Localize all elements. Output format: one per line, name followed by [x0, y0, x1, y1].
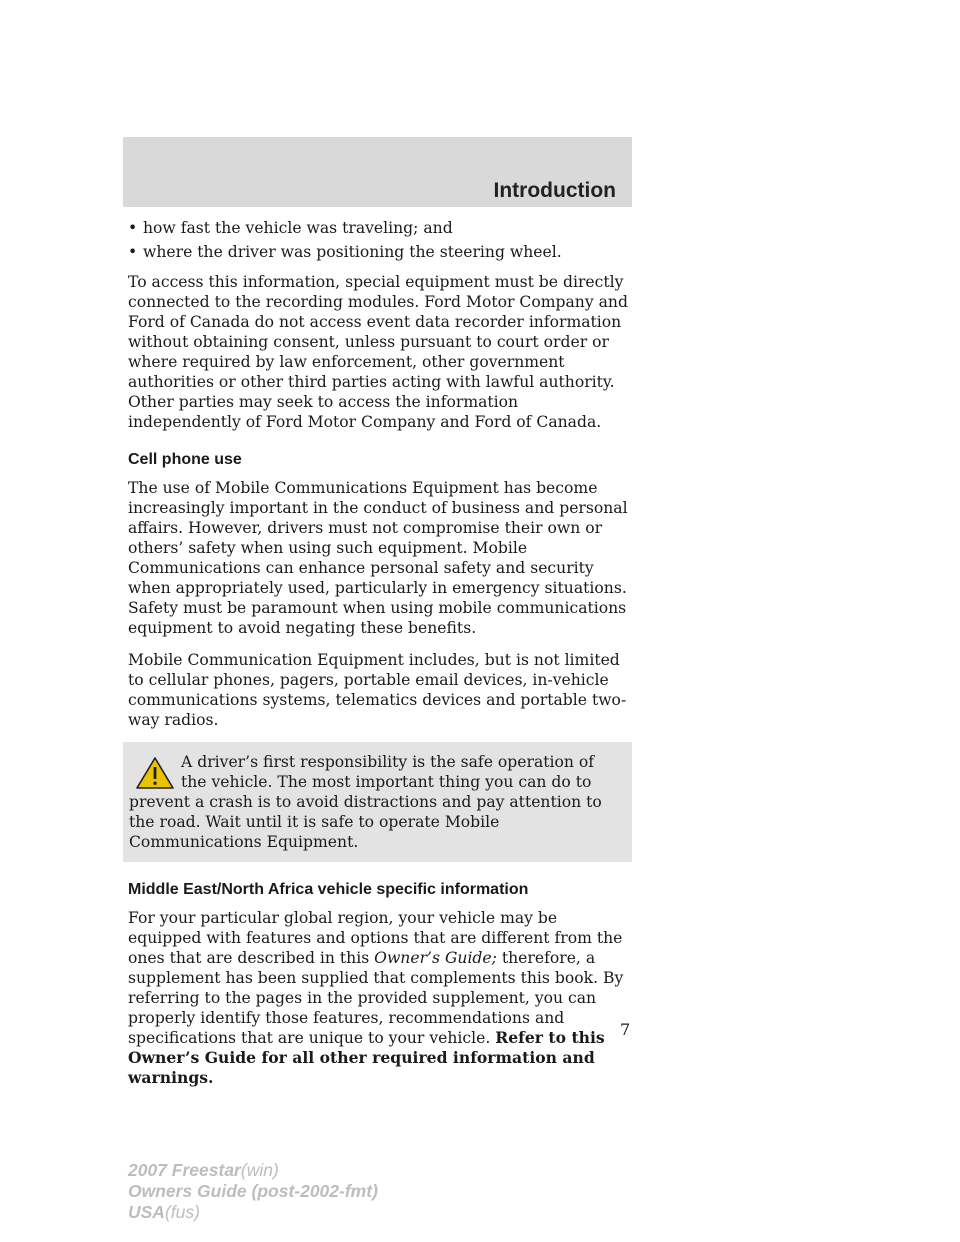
owners-guide-italic: Owner’s Guide; — [374, 949, 497, 967]
middle-east-text-start: For your particular global region, your vehicle may be equipped with features and options that are different from the ones that are described in this — [128, 909, 623, 967]
bullet-text: where the driver was positioning the steering wheel. — [143, 243, 562, 261]
footer-market-code: (fus) — [164, 1202, 200, 1222]
list-item — [128, 218, 632, 238]
middle-east-heading: Middle East/North Africa vehicle specific information — [128, 881, 529, 898]
bullet-icon: • — [128, 243, 138, 261]
cell-phone-paragraph-1: The use of Mobile Communications Equipment has become increasingly important in the conduct of business and personal affairs. However, drivers must not compromise their own or others’ safety when using such equipment. Mobile Communications can enhance personal safety and security when appropriately used, particularly in emergency situations. Safety must be paramount when using mobile communications equipment to avoid negating these benefits. — [128, 479, 628, 637]
footer-market: USA — [128, 1202, 165, 1222]
section-header-band — [123, 137, 632, 207]
list-item — [128, 242, 632, 262]
cell-phone-heading: Cell phone use — [128, 451, 242, 468]
warning-box — [123, 742, 632, 862]
section-title: Introduction — [493, 179, 616, 202]
footer-model: 2007 Freestar — [128, 1160, 241, 1180]
bullet-icon: • — [128, 219, 138, 237]
cell-phone-paragraph-2: Mobile Communication Equipment includes, but is not limited to cellular phones, pagers, portable email devices, in-vehicle communications systems, telematics devices and portable two-way radios. — [128, 651, 627, 729]
page-number: 7 — [620, 1020, 631, 1039]
footer-model-code: (win) — [240, 1160, 279, 1180]
middle-east-bold-note: Refer to this Owner’s Guide for all other required information and warnings. — [128, 1028, 605, 1087]
middle-east-paragraph — [128, 908, 632, 1088]
footer-guide-format: Owners Guide (post-2002-fmt) — [128, 1181, 378, 1201]
warning-text: A driver’s first responsibility is the safe operation of the vehicle. The most important thing you can do to prevent a crash is to avoid distractions and pay attention to the road. Wait until it is safe to operate Mobile Communications Equipment. — [129, 753, 602, 851]
middle-east-text-middle: therefore, a supplement has been supplied that complements this book. By referring to the pages in the provided supplement, you can properly identify those features, recommendations and specifications that are unique to your vehicle. — [128, 949, 624, 1047]
access-paragraph: To access this information, special equipment must be directly connected to the recording modules. Ford Motor Company and Ford of Canada do not access event data recorder information without obtaining consent, unless pursuant to court order or where required by law enforcement, other government authorities or other third parties acting with lawful authority. Other parties may seek to access the information independently of Ford Motor Company and Ford of Canada. — [128, 273, 628, 431]
bullet-text: how fast the vehicle was traveling; and — [143, 219, 453, 237]
page-content — [128, 218, 632, 1100]
warning-triangle-icon — [135, 756, 175, 786]
document-footer — [128, 1160, 378, 1223]
